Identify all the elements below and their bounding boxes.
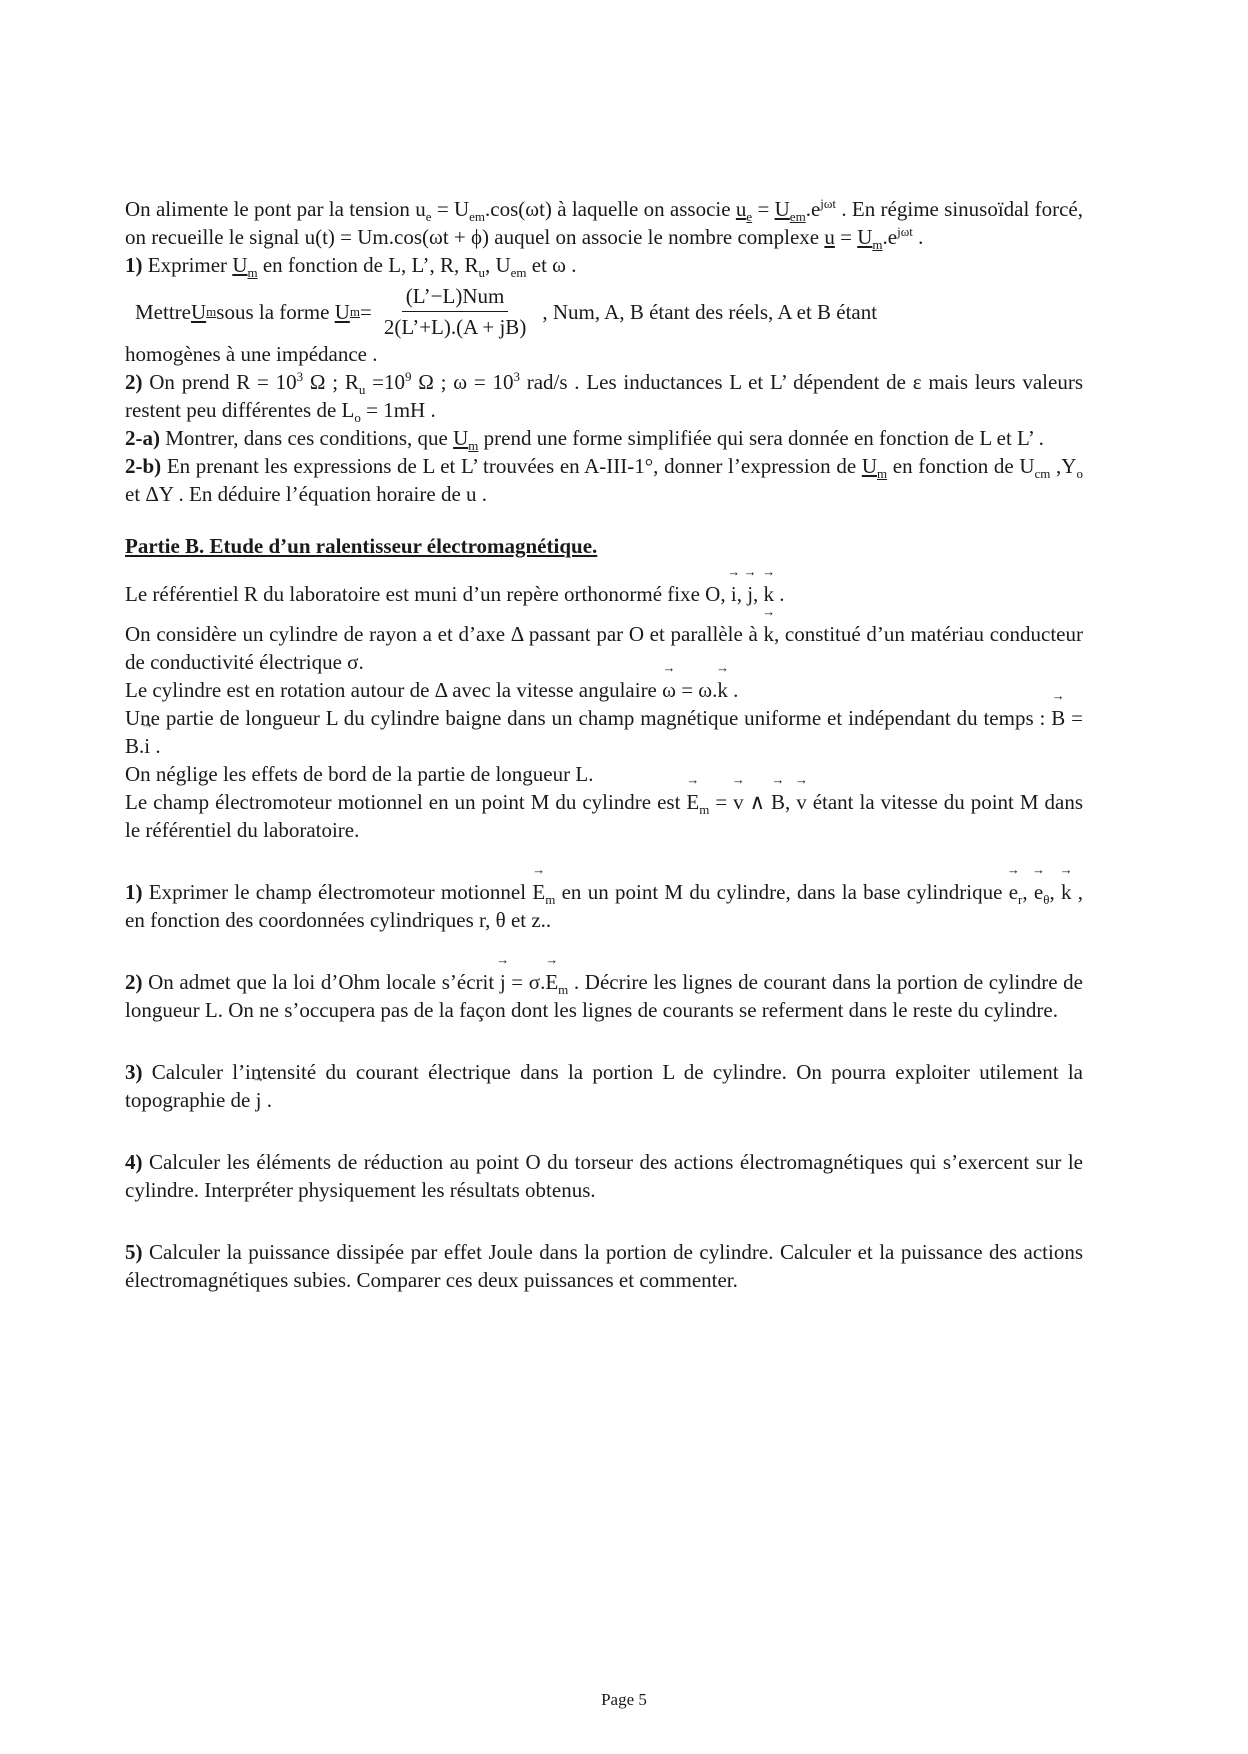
superscript: 9 [405,369,412,384]
vector-v: → v [796,788,807,816]
question-text: , en fonction des coordonnées cylindriques r, θ et z.. [125,880,1084,932]
vector-e: → E [532,878,545,906]
question-text: Calculer la puissance dissipée par effet Joule dans la portion de cylindre. Calculer et la puissance des actions électromagnétiques subies. Comparer ces deux puissances et commenter. [125,1240,1083,1292]
vector-j: → j [747,580,753,608]
subscript: em [469,209,486,225]
subscript: em [510,265,527,281]
partB-text: = ω. [675,678,718,702]
subscript: r [1018,892,1023,908]
question-text: en fonction de L, L’, R, R [257,253,479,277]
subscript: em [789,209,806,225]
question-text: = σ. [505,970,546,994]
question-number: 1) [125,880,143,904]
partB-question-5 [125,1238,1083,1294]
question-text: Calculer l’intensité du courant électrique dans la portion L de cylindre. On pourra exploiter utilement la topographie de [125,1060,1083,1112]
complex-um: U [190,299,207,324]
subscript: o [354,410,361,426]
partB-text: = [709,790,734,814]
question-text: Ω ; R [303,370,359,394]
vector-i: → i [731,580,737,608]
question-2a [125,424,1083,452]
partB-cylinder [125,620,1083,676]
partB-field [125,704,1083,760]
question-number: 3) [125,1060,143,1084]
partB-edge-effects: On néglige les effets de bord de la partie de longueur L. [125,762,594,786]
subscript: e [425,209,432,225]
question-text: En prenant les expressions de L et L’ trouvées en A-III-1°, donner l’expression de [161,454,862,478]
intro-text: . En régime sinusoïdal forcé, on recueille le signal u(t) = Um.cos(ωt + ϕ) auquel on associe le nombre complexe [125,197,1084,249]
complex-um: U [453,426,469,450]
vector-e: → E [686,788,699,816]
partB-text: , [753,582,764,606]
complex-um: U [334,299,350,324]
vector-e: → E [545,968,558,996]
partB-text: , [785,790,797,814]
partB-text: ∧ [743,790,771,814]
fraction-lead: = [359,299,372,324]
question-1 [125,251,1083,279]
subscript: m [545,892,556,908]
superscript: jωt [897,224,913,239]
partB-text: . [774,582,785,606]
vector-j: → j [500,968,506,996]
partB-text: Le cylindre est en rotation autour de Δ avec la vitesse angulaire [125,678,663,702]
partB-text: , [736,582,748,606]
question-number: 2) [125,970,143,994]
superscript: 3 [513,369,520,384]
question-text: Montrer, dans ces conditions, que [160,426,454,450]
vector-omega: → ω [662,676,676,704]
partB-question-4 [125,1148,1083,1204]
complex-um: U [232,253,248,277]
partB-text: Le champ électromoteur motionnel en un point M du cylindre est [125,790,687,814]
partB-text: Le référentiel R du laboratoire est muni d’un repère orthonormé fixe O, [125,582,731,606]
vector-k: → k [1061,878,1072,906]
question-text: On prend R = 10 [142,370,297,394]
question-2 [125,368,1083,424]
partB-text: = B. [125,706,1083,758]
intro-text: = U [431,197,470,221]
question-number: 5) [125,1240,143,1264]
question-text: , U [484,253,511,277]
complex-um: U [861,454,877,478]
subscript: m [558,982,569,998]
partB-text: Une partie de longueur L du cylindre baigne dans un champ magnétique uniforme et indépendant du temps : [125,706,1052,730]
subscript: m [876,466,888,482]
fraction-lead: Mettre [135,299,191,324]
intro-text: .e [882,225,898,249]
subscript: m [872,237,883,253]
subscript: u [358,382,366,398]
partB-question-3 [125,1058,1083,1114]
vector-i: → i [144,732,150,760]
page-content [125,195,1083,1294]
question-text: , [1022,880,1034,904]
intro-text: On alimente le pont par la tension u [125,197,426,221]
vector-k: → k [763,620,774,648]
question-text: en un point M du cylindre, dans la base cylindrique [555,880,1009,904]
partB-rotation [125,676,1083,704]
question-number: 4) [125,1150,143,1174]
partB-text: étant la vitesse du point M dans le référentiel du laboratoire. [125,790,1084,842]
intro-text: .e [805,197,821,221]
question-text: = 1mH . [360,398,436,422]
question-text: Calculer les éléments de réduction au point O du torseur des actions électromagnétiques qui s’exercent sur le cylindre. Interpréter physiquement les résultats obtenus. [125,1150,1083,1202]
question-text: Exprimer [142,253,233,277]
vector-k: → k [717,676,728,704]
subscript: o [1076,466,1083,482]
fraction-line: Mettre U m sous la forme U m = $\frac{\text{(L’−L)Num}}{2(L’+L).(A + jB)}$ , Num, A, B étant des réels, A et B étant [135,284,878,339]
superscript: jωt [820,196,837,211]
subscript: m [699,802,710,818]
intro-paragraph [125,195,1083,251]
complex-uem: U [774,197,790,221]
vector-b: → B [771,788,785,816]
vector-er: → e [1009,878,1018,906]
question-text: et ΔY . En déduire l’équation horaire de u . [125,482,488,506]
superscript: 3 [296,369,304,384]
homogeneous-line: homogènes à une impédance . [125,342,378,366]
question-text: . Décrire les lignes de courant dans la portion de cylindre de longueur L. On ne s’occupera pas de la façon dont les lignes de courants se referment dans le reste du cylindre. [125,970,1084,1022]
partB-question-1 [125,878,1083,934]
intro-text: . [912,225,924,249]
question-number: 2-a) [125,426,160,450]
question-text: ,Y [1050,454,1077,478]
subscript: m [468,438,479,454]
fraction-denominator: 2(L’+L).(A + jB) [383,315,527,339]
question-number: 2) [125,370,143,394]
subscript: cm [1034,466,1051,482]
partB-emf [125,788,1083,844]
partB-text: , constitué d’un matériau conducteur de conductivité électrique σ. [125,622,1083,674]
fraction [380,283,530,340]
vector-etheta: → e [1034,878,1043,906]
complex-ue: u [735,197,747,221]
question-text: Exprimer le champ électromoteur motionnel [142,880,533,904]
intro-text: .cos(ωt) à laquelle on associe [485,197,736,221]
question-text: prend une forme simplifiée qui sera donnée en fonction de L et L’ . [478,426,1044,450]
intro-text: = [834,225,858,249]
question-text: , [1049,880,1061,904]
complex-um: U [857,225,873,249]
question-text: en fonction de U [887,454,1035,478]
partB-repere [125,580,1083,608]
vector-v: → v [733,788,744,816]
question-text: rad/s . Les inductances L et L’ dépendent de ε mais leurs valeurs restent peu différentes de L [125,370,1083,422]
question-number: 1) [125,253,143,277]
page-number: Page 5 [601,1690,647,1709]
partB-question-2 [125,968,1083,1024]
intro-text: = [752,197,775,221]
vector-j: → j [256,1086,262,1114]
subscript: u [478,265,485,281]
question-text: =10 [365,370,406,394]
question-text: On admet que la loi d’Ohm locale s’écrit [142,970,500,994]
vector-b: → B [1051,704,1065,732]
fraction-numerator: (L’−L)Num [402,283,509,312]
question-number: 2-b) [125,454,162,478]
partB-text: . [150,734,161,758]
subscript: θ [1043,892,1050,908]
fraction-trail: , Num, A, B étant des réels, A et B étant [542,299,878,324]
section-title: Partie B. Etude d’un ralentisseur électromagnétique. [125,534,598,558]
complex-u: u [824,225,835,249]
question-2b [125,452,1083,508]
question-text: et ω . [526,253,577,277]
fraction-lead: sous la forme [216,299,330,324]
question-text: . [261,1088,272,1112]
subscript: e [746,209,753,225]
vector-k: → k [764,580,775,608]
subscript: m [247,265,258,281]
question-text: Ω ; ω = 10 [411,370,514,394]
partB-text: . [727,678,739,702]
partB-text: On considère un cylindre de rayon a et d’axe Δ passant par O et parallèle à [125,622,764,646]
